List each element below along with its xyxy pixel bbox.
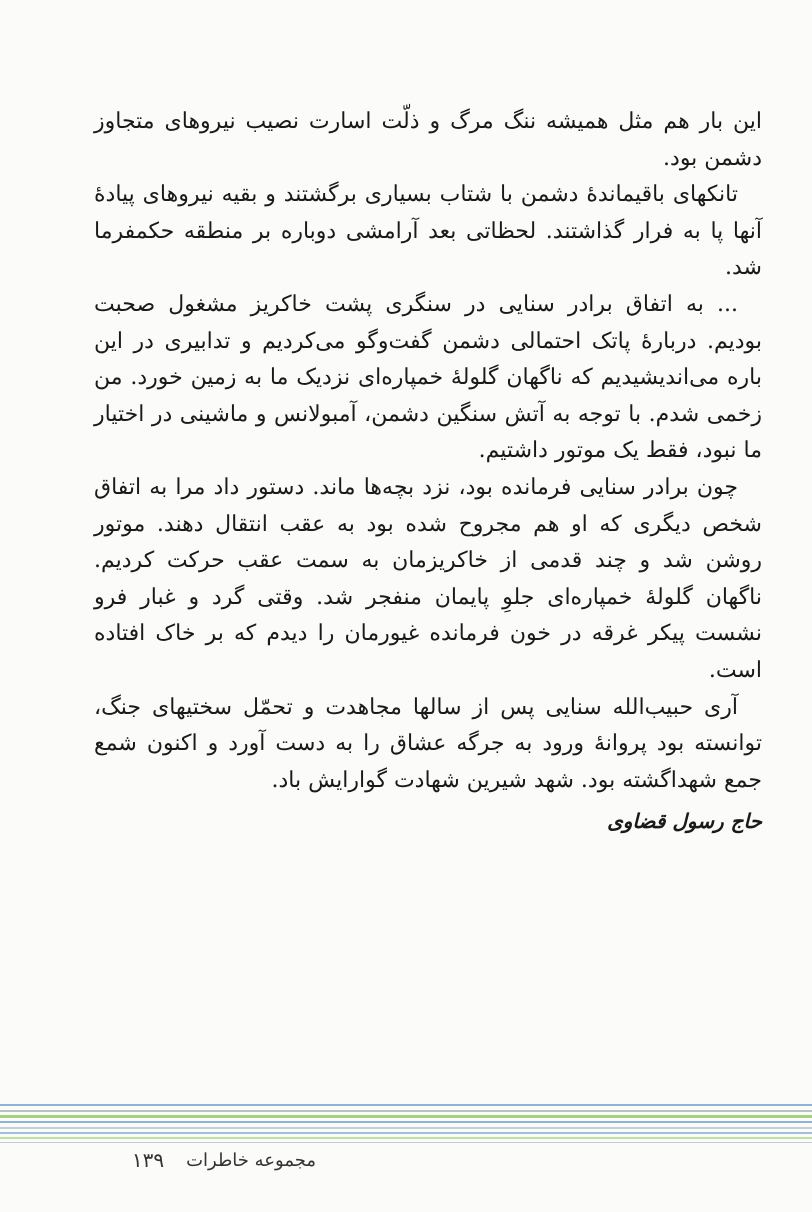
footer-stripe: [0, 1121, 812, 1123]
footer-stripe: [0, 1104, 812, 1106]
footer-stripe: [0, 1110, 812, 1112]
paragraph-1: این بار هم مثل همیشه ننگ مرگ و ذلّت اسارت نصیب نیروهای متجاوز دشمن بود.: [94, 109, 762, 171]
paragraph-2: تانکهای باقیماندهٔ دشمن با شتاب بسیاری برگشتند و بقیه نیروهای پیادهٔ آنها پا به فرار گذاشتند. لحظاتی بعد آرامشی دوباره بر منطقه حکمفرما شد.: [94, 182, 762, 281]
footer-stripe: [0, 1142, 812, 1143]
body-text: [94, 104, 762, 840]
footer-series-title: مجموعه خاطرات: [186, 1149, 316, 1171]
footer-stripe: [0, 1132, 812, 1134]
footer-stripe: [0, 1137, 812, 1139]
paragraph-5: آری حبیب‌الله سنایی پس از سالها مجاهدت و تحمّل سختیهای جنگ، توانسته بود پروانهٔ ورود به جرگه عشاق را به دست آورد و اکنون شمع جمع شهداگشته بود. شهد شیرین شهادت گوارایش باد.: [94, 694, 763, 793]
footer-stripe: [0, 1115, 812, 1118]
page-footer: [96, 1145, 316, 1175]
paragraph-4: چون برادر سنایی فرمانده بود، نزد بچه‌ها ماند. دستور داد مرا به اتفاق شخص دیگری که او هم مجروح شده بود به عقب انتقال دهند. موتور روشن شد و چند قدمی از خاکریزمان به سمت عقب حرکت کردیم. ناگهان گلولهٔ خمپاره‌ای جلوِ پایمان منفجر شد. وقتی گرد و غبار فرو نشست پیکر غرقه در خون فرمانده غیورمان را دیدم که بر خاک افتاده است.: [94, 474, 763, 683]
page-number: ۱۳۹: [131, 1148, 165, 1172]
author-signature: حاج رسول قضاوی: [607, 809, 762, 834]
paragraph-3: ... به اتفاق برادر سنایی در سنگری پشت خاکریز مشغول صحبت بودیم. دربارهٔ پاتک احتمالی دشمن گفت‌وگو می‌کردیم و تدابیری در این باره می‌اندیشیدیم که ناگهان گلولهٔ خمپاره‌ای نزدیک ما به زمین خورد. من زخمی شدم. با توجه به آتش سنگین دشمن، آمبولانس و ماشینی در اختیار ما نبود، فقط یک موتور داشتیم.: [94, 291, 762, 464]
footer-stripe: [0, 1127, 812, 1129]
